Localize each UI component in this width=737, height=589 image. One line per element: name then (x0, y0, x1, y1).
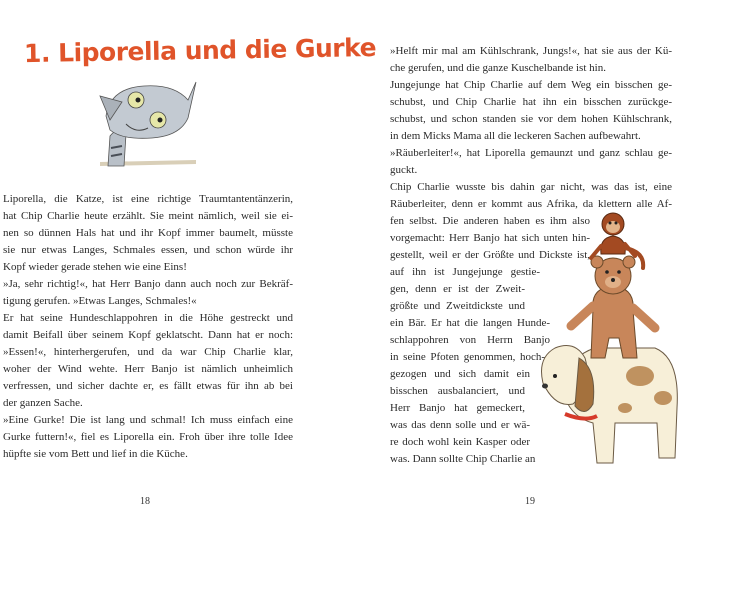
text-line: größte und Zweitdickste und (390, 300, 525, 312)
text-line: hat Chip Charlie heute erzählt. Sie meint nämlich, weil sie ei- (3, 210, 293, 222)
text-line: Herr Banjo hat gemeckert, (390, 402, 525, 414)
text-line: Räuberleiter, denn er kommt aus Afrika, da klettern alle Af- (390, 198, 672, 210)
text-line: gestellt, weil er der Größte und Dickste ist, (390, 249, 590, 261)
text-line: ein Bär. Er hat die langen Hunde- (390, 317, 550, 329)
text-line: che gerufen, und die ganze Kuschelbande ist hin. (390, 62, 606, 74)
text-line: re doch wohl kein Kasper oder (390, 436, 530, 448)
dog-illustration (542, 346, 678, 463)
animal-tower-illustration (535, 208, 685, 478)
page-number-left: 18 (140, 496, 150, 507)
text-line: gezogen und sich damit ein (390, 368, 530, 380)
page-number-right: 19 (525, 496, 535, 507)
text-line: schubst, und Chip Charlie hat ihn ein bisschen zurückge- (390, 96, 672, 108)
left-body-text (3, 191, 293, 463)
text-line: was das denn solle und er wä- (390, 419, 530, 431)
text-line: guckt. (390, 164, 418, 176)
text-line: der ganzen Sache. (3, 397, 83, 409)
text-line: »Räuberleiter!«, hat Liporella gemaunzt und ganz schlau ge- (390, 147, 672, 159)
text-line: Er hat seine Hundeschlappohren in die Höhe gestreckt und (3, 312, 293, 324)
text-line: fen selbst. Die anderen haben es ihm also (390, 215, 590, 227)
text-line: was. Dann sollte Chip Charlie an (390, 453, 536, 465)
text-line: bisschen ausbalanciert, und (390, 385, 525, 397)
text-line: auf ihn ist Jungejunge gestie- (390, 266, 540, 278)
text-line: verfressen, und sicher dachte er, es fällt etwas für ihn ab bei (3, 380, 293, 392)
text-line: vorgemacht: Herr Banjo hat sich unten hin- (390, 232, 590, 244)
text-line: damit Beifall über seinem Kopf geklatscht. Dann hat er noch: (3, 329, 293, 341)
text-line: tigung gerufen. »Etwas Langes, Schmales!« (3, 295, 197, 307)
cat-head (106, 82, 196, 138)
right-body-text (390, 43, 672, 213)
text-line: nen so dünnen Hals hat und ihr Kopf immer baumelt, müsste (3, 227, 293, 239)
text-line: schubst, und schon standen sie vor dem hohen Kühlschrank, (390, 113, 672, 125)
text-line: Gurke futtern!«, fiel es Liporella ein. Froh über ihre tolle Idee (3, 431, 293, 443)
text-line: in dem Micks Mama all die leckeren Sachen aufbewahrt. (390, 130, 641, 142)
text-line: »Helft mir mal am Kühlschrank, Jungs!«, hat sie aus der Kü- (390, 45, 672, 57)
bear-illustration (571, 256, 655, 358)
text-line: »Essen!«, hinterhergerufen, und da war Chip Charlie klar, (3, 346, 293, 358)
text-line: »Ja, sehr richtig!«, hat Herr Banjo dann auch noch zur Bekräf- (3, 278, 293, 290)
text-line: woher der Wind wehte. Herr Banjo ist nämlich unheimlich (3, 363, 293, 375)
text-line: Jungejunge hat Chip Charlie auf dem Weg ein bisschen ge- (390, 79, 672, 91)
text-line: Kopf wieder gerade stehen wie eine Eins! (3, 261, 187, 273)
text-line: hüpfte sie vom Bett und lief in die Küche. (3, 448, 188, 460)
text-line: in seine Pfoten genommen, hoch- (390, 351, 545, 363)
text-line: schlappohren von Herrn Banjo (390, 334, 550, 346)
chapter-title: 1. Liporella und die Gurke (23, 32, 377, 69)
text-line: gen, denn er ist der Zweit- (390, 283, 525, 295)
cat-head-illustration (96, 78, 206, 178)
text-line: »Eine Gurke! Die ist lang und schmal! Ich muss einfach eine (3, 414, 293, 426)
text-line: Liporella, die Katze, ist eine richtige Traumtantentänzerin, (3, 193, 293, 205)
text-line: Chip Charlie wusste bis dahin gar nicht, was das ist, eine (390, 181, 672, 193)
text-line: sie nur etwas Langes, Schmales essen, und schon würde ihr (3, 244, 293, 256)
